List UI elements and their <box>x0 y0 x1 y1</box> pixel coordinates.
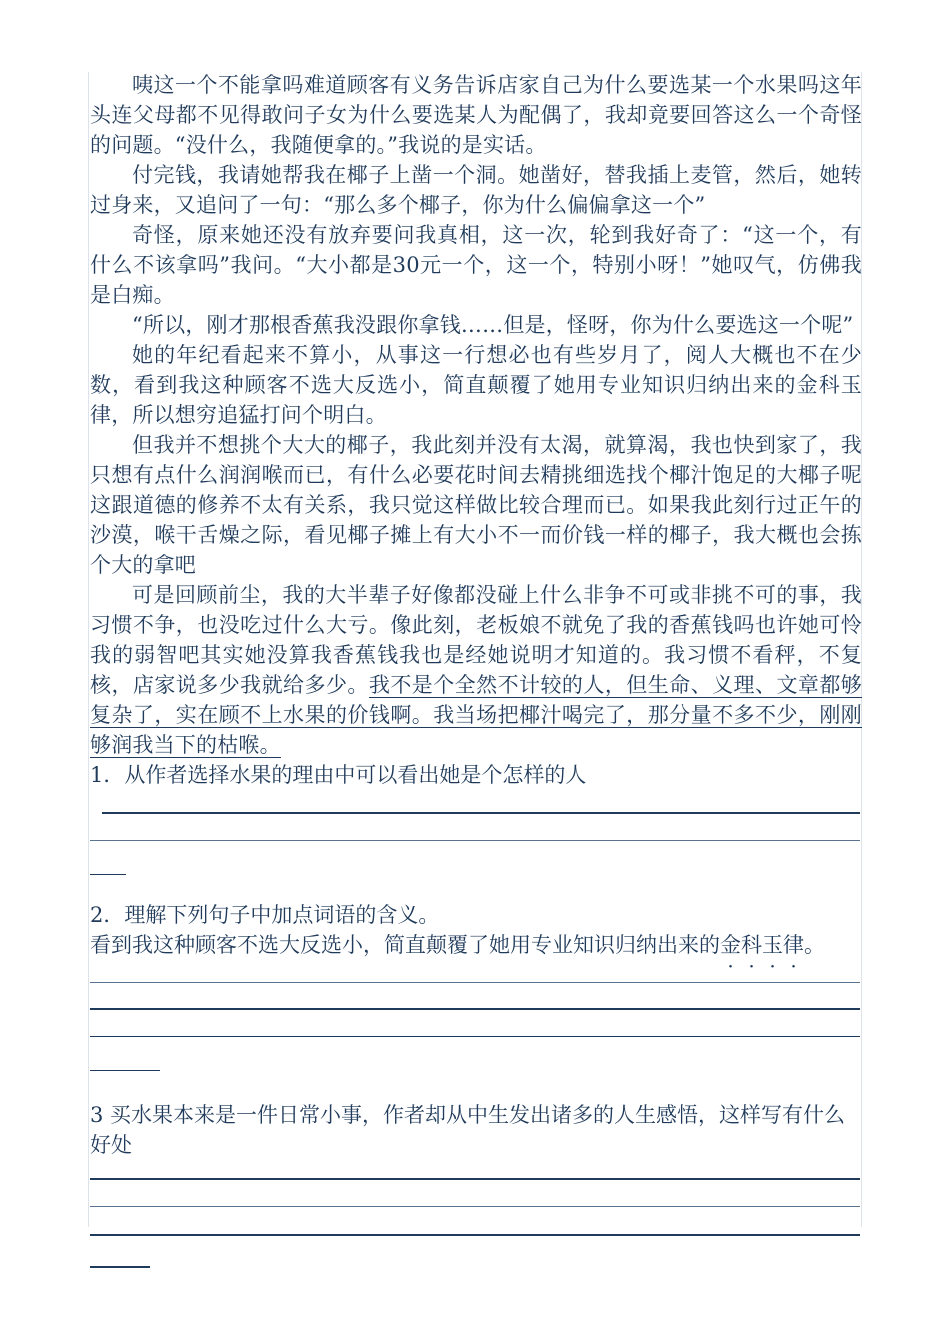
last-paragraph-text: 可是回顾前尘，我的大半辈子好像都没碰上什么非争不可或非挑不可的事，我习惯不争，也没吃过什么大亏。像此刻，老板娘不就免了我的香蕉钱吗也许她可怜我的弱智吧其实她没算我香蕉钱我也是经她说明才知道的。我习惯不看秤，不复核，店家说多少我就给多少。 <box>90 583 862 697</box>
answer-line <box>90 840 860 841</box>
q2-sentence-text: 看到我这种顾客不选大反选小，简直颠覆了她用专业知识归纳出来的 <box>90 933 720 957</box>
page-left-border <box>88 72 89 1227</box>
answer-line <box>90 982 860 983</box>
passage-paragraph-last <box>90 580 862 760</box>
answer-line <box>90 1008 860 1010</box>
question-1: 1．从作者选择水果的理由中可以看出她是个怎样的人 <box>90 763 587 787</box>
dotted-char: 玉 <box>762 933 783 957</box>
reading-passage <box>90 70 862 1290</box>
answer-area-1[interactable] <box>90 790 862 904</box>
answer-line-end <box>90 1070 160 1071</box>
answer-line <box>102 812 860 814</box>
passage-paragraph: 咦这一个不能拿吗难道顾客有义务告诉店家自己为什么要选某一个水果吗这年头连父母都不见得敢问子女为什么要选某人为配偶了，我却竟要回答这么一个奇怪的问题。“没什么，我随便拿的。”我说的是实话。 <box>90 73 862 157</box>
underlined-sentence: 我不是个全然不计较的人，但生命、义理、文章都够复杂了，实在顾不上水果的价钱啊。我当场把椰汁喝完了，那分量不多不少，刚刚够润我当下的枯喉。 <box>90 673 862 757</box>
dotted-char: 律 <box>783 933 804 957</box>
passage-paragraph: 奇怪，原来她还没有放弃要问我真相，这一次，轮到我好奇了：“这一个，有什么不该拿吗”我问。“大小都是30元一个，这一个，特别小呀！”她叹气，仿佛我是白痴。 <box>90 223 862 307</box>
question-3: 3 买水果本来是一件日常小事，作者却从中生发出诸多的人生感悟，这样写有什么好处 <box>90 1103 846 1157</box>
question-2-sentence <box>90 930 862 960</box>
answer-area-3[interactable] <box>90 1160 862 1290</box>
answer-line <box>90 1234 860 1236</box>
passage-paragraph: 她的年纪看起来不算小，从事这一行想必也有些岁月了，阅人大概也不在少数，看到我这种顾客不选大反选小，简直颠覆了她用专业知识归纳出来的金科玉律，所以想穷追猛打问个明白。 <box>90 343 862 427</box>
answer-line <box>90 1206 860 1207</box>
q2-sentence-end: 。 <box>804 933 825 957</box>
passage-paragraph: 付完钱，我请她帮我在椰子上凿一个洞。她凿好，替我插上麦管，然后，她转过身来，又追问了一句：“那么多个椰子，你为什么偏偏拿这一个” <box>90 163 862 217</box>
dotted-char: 金 <box>720 933 741 957</box>
answer-line-end <box>90 1266 150 1268</box>
passage-paragraph: “所以，刚才那根香蕉我没跟你拿钱……但是，怪呀，你为什么要选这一个呢” <box>132 313 854 337</box>
dotted-char: 科 <box>741 933 762 957</box>
answer-line <box>90 1178 860 1180</box>
answer-area-2[interactable] <box>90 960 862 1102</box>
answer-line-end <box>90 874 126 875</box>
answer-line <box>90 1036 860 1037</box>
question-2-title: 2．理解下列句子中加点词语的含义。 <box>90 903 440 927</box>
passage-paragraph: 但我并不想挑个大大的椰子，我此刻并没有太渴，就算渴，我也快到家了，我只想有点什么润润喉而已，有什么必要花时间去精挑细选找个椰汁饱足的大椰子呢这跟道德的修养不太有关系，我只觉这样做比较合理而已。如果我此刻行过正午的沙漠，喉干舌燥之际，看见椰子摊上有大小不一而价钱一样的椰子，我大概也会拣个大的拿吧 <box>90 433 862 577</box>
